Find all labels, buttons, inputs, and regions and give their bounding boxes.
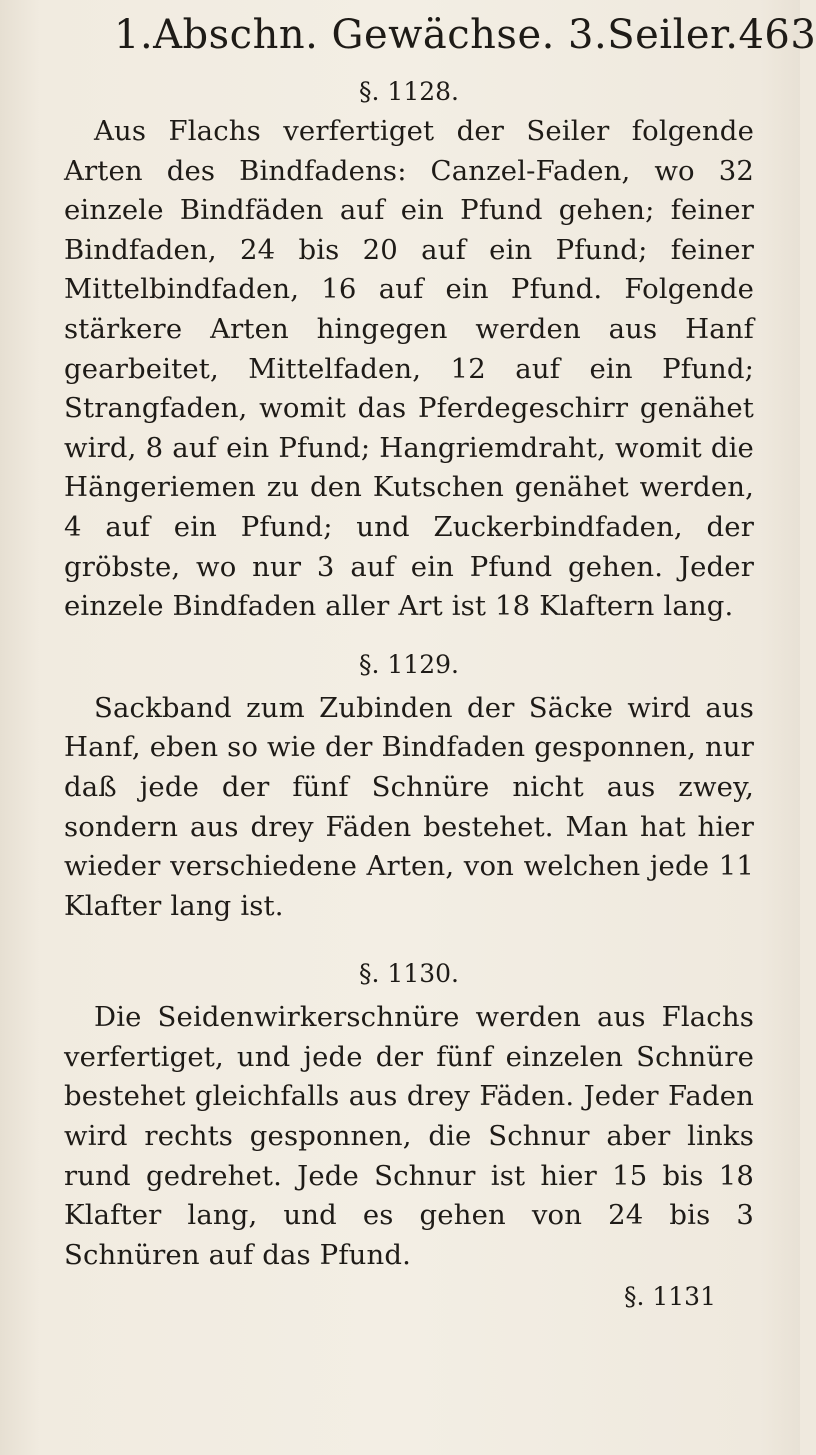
section-1128 [64,74,754,627]
running-header [64,6,816,64]
section-1129 [64,647,754,927]
section-1130 [64,956,754,1275]
running-title: 1.Abschn. Gewächse. 3.Seiler. [114,12,739,58]
section-text: Die Seidenwirkerschnüre werden aus Flachs verfertiget, und jede der fünf einzelen Schnüre bestehet gleichfalls aus drey Fäden. Jeder Faden wird rechts gesponnen, die Schnur aber links rund gedrehet. Jede Schnur ist hier 15 bis 18 Klafter lang, und es gehen von 24 bis 3 Schnüren auf das Pfund. [64,1001,754,1271]
section-text: Aus Flachs verfertiget der Seiler folgende Arten des Bindfadens: Canzel-Faden, wo 32 einzele Bindfäden auf ein Pfund gehen; feiner Bindfaden, 24 bis 20 auf ein Pfund; feiner Mittelbindfaden, 16 auf ein Pfund. Folgende stärkere Arten hingegen werden aus Hanf gearbeitet, Mittelfaden, 12 auf ein Pfund; Strangfaden, womit das Pferdegeschirr genähet wird, 8 auf ein Pfund; Hangriemdraht, womit die Hängeriemen zu den Kutschen genähet werden, 4 auf ein Pfund; und Zuckerbindfaden, der gröbste, wo nur 3 auf ein Pfund gehen. Jeder einzele Bindfaden aller Art ist 18 Klaftern lang. [64,115,754,623]
page-number: 463 [738,12,816,58]
catchword: §. 1131 [623,1282,716,1312]
section-number: §. 1128. [359,77,459,106]
section-number: §. 1130. [359,959,459,989]
section-text: Sackband zum Zubinden der Säcke wird aus Hanf, eben so wie der Bindfaden gesponnen, nur daß jede der fünf Schnüre nicht aus zwey, sondern aus drey Fäden bestehet. Man hat hier wieder verschiedene Arten, von welchen jede 11 Klafter lang ist. [64,691,754,922]
section-number: §. 1129. [359,649,459,679]
